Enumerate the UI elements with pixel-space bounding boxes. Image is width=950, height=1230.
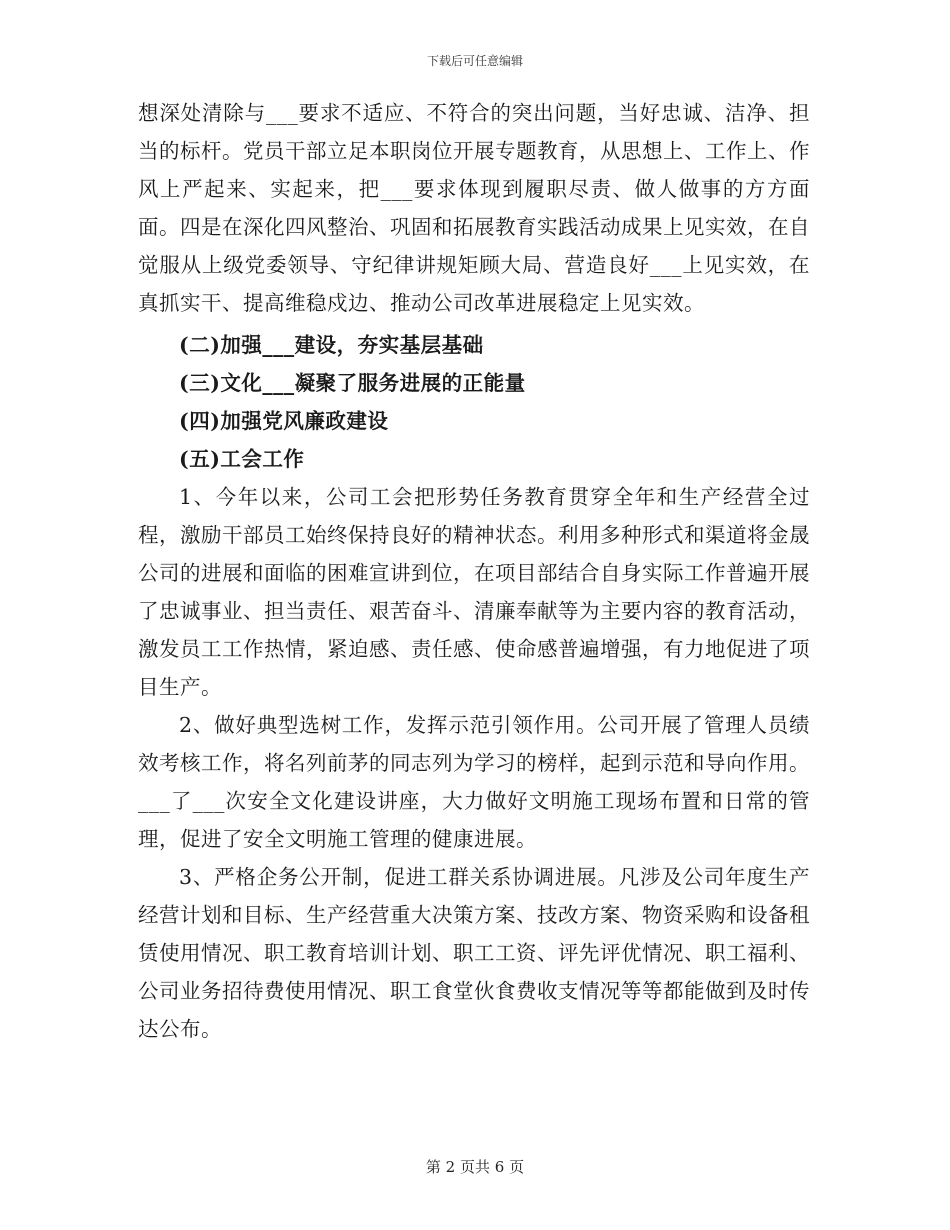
paragraph-continuation: 想深处清除与___要求不适应、不符合的突出问题，当好忠诚、洁净、担当的标杆。党员干部立足本职岗位开展专题教育，从思想上、工作上、作风上严起来、实起来，把___要求体现到履职尽责、做人做事的方方面面。四是在深化四风整治、巩固和拓展教育实践活动成果上见实效，在自觉服从上级党委领导、守纪律讲规矩顾大局、营造良好___上见实效，在真抓实干、提高维稳戍边、推动公司改革进展稳定上见实效。 [138,101,810,315]
document-body [138,94,810,1048]
list-item-3: 3、严格企务公开制，促进工群关系协调进展。凡涉及公司年度生产经营计划和目标、生产经营重大决策方案、技改方案、物资采购和设备租赁使用情况、职工教育培训计划、职工工资、评先评优情况、职工福利、公司业务招待费使用情况、职工食堂伙食费收支情况等等都能做到及时传达公布。 [138,865,810,1041]
list-item-1: 1、今年以来，公司工会把形势任务教育贯穿全年和生产经营全过程，激励干部员工始终保持良好的精神状态。利用多种形式和渠道将金晟公司的进展和面临的困难宣讲到位，在项目部结合自身实际工作普遍开展了忠诚事业、担当责任、艰苦奋斗、清廉奉献等为主要内容的教育活动，激发员工工作热情，紧迫感、责任感、使命感普遍增强，有力地促进了项目生产。 [138,485,810,699]
page-footer: 第 2 页共 6 页 [425,1158,525,1176]
section-heading-3: (三)文化___凝聚了服务进展的正能量 [179,371,526,395]
section-heading-5: (五)工会工作 [179,447,305,471]
page-header: 下载后可任意编辑 [426,54,523,68]
section-heading-4: (四)加强党风廉政建设 [179,409,389,433]
list-item-2: 2、做好典型选树工作，发挥示范引领作用。公司开展了管理人员绩效考核工作，将名列前茅的同志列为学习的榜样，起到示范和导向作用。___了___次安全文化建设讲座，大力做好文明施工现场布置和日常的管理，促进了安全文明施工管理的健康进展。 [138,713,810,851]
section-heading-2: (二)加强___建设，夯实基层基础 [179,333,484,357]
